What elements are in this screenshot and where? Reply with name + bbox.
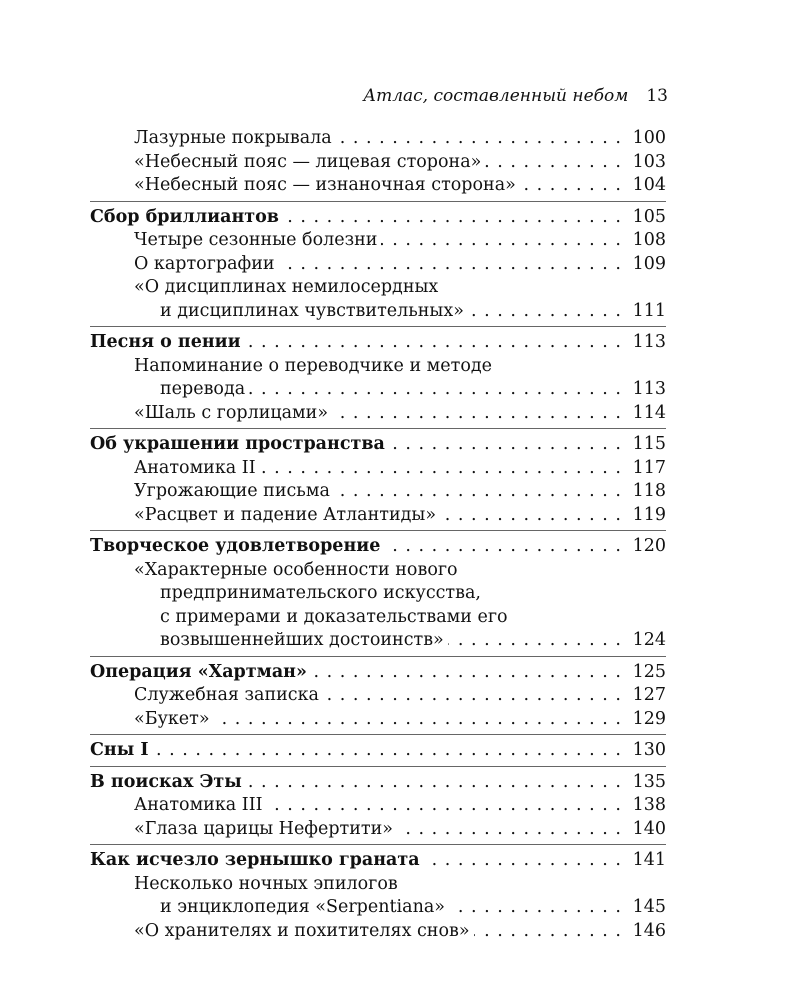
toc-chapter-page: 130 [632, 740, 666, 760]
toc-entry-title: Служебная записка [134, 685, 319, 705]
toc-entry-title: Напоминание о переводчике и методе [134, 355, 492, 376]
toc-entry-title: «Шаль с горлицами» [134, 402, 329, 423]
toc-entry-page: 117 [632, 457, 666, 478]
toc-entry-title: Анатомика III [134, 795, 263, 815]
toc-entry-line[interactable] [90, 378, 666, 402]
toc-chapter[interactable] [90, 331, 666, 355]
dot-leader [153, 739, 622, 763]
toc-entry[interactable] [90, 708, 666, 732]
dot-leader [334, 480, 622, 504]
toc-entry-title: «О дисциплинах немилосердных [134, 277, 439, 297]
toc-chapter-title: Сны I [90, 740, 149, 760]
toc-entry-line[interactable] [90, 276, 666, 300]
toc-entry[interactable] [90, 174, 666, 198]
toc-chapter-title: Об украшении пространства [90, 434, 385, 454]
toc-entry-line[interactable] [90, 582, 666, 606]
toc-entry-page: 129 [632, 708, 666, 729]
toc-entry-title: «О хранителях и похитителях снов» [134, 920, 470, 941]
toc-chapter-title: Песня о пении [90, 332, 241, 352]
toc-section [90, 326, 666, 425]
dot-leader [267, 794, 622, 818]
toc-entry-page: 146 [632, 920, 666, 941]
toc-entry-line[interactable] [90, 606, 666, 630]
dot-leader [381, 229, 622, 253]
toc-entry-page: 114 [632, 402, 666, 423]
toc-entry[interactable] [90, 402, 666, 426]
toc-entry[interactable] [90, 151, 666, 175]
dot-leader [449, 896, 622, 920]
toc-entry-page: 145 [632, 897, 666, 917]
toc-section [90, 530, 666, 653]
toc-entry-page: 111 [632, 300, 666, 321]
toc-chapter[interactable] [90, 206, 666, 230]
toc-entry-title: «Характерные особенности нового [134, 559, 458, 580]
toc-entry-page: 109 [632, 253, 666, 274]
toc-entry[interactable] [90, 457, 666, 481]
toc-entry-title: «Небесный пояс — изнаночная сторона» [134, 175, 516, 195]
toc-entry-title: «Небесный пояс — лицевая сторона» [134, 151, 482, 172]
toc-section [90, 201, 666, 324]
toc-entry-line[interactable] [90, 873, 666, 897]
toc-entry-title: предпринимательского искусства, [160, 583, 481, 603]
toc-chapter-page: 115 [632, 434, 666, 454]
toc-chapter-title: Как исчезло зернышко граната [90, 850, 420, 870]
toc-entry-page: 124 [632, 630, 666, 650]
toc-chapter[interactable] [90, 661, 666, 685]
page-number: 13 [646, 86, 668, 106]
toc-section [90, 734, 666, 763]
dot-leader [332, 402, 622, 426]
toc-entry-title: перевода [160, 379, 246, 399]
toc-chapter-page: 141 [632, 850, 666, 870]
dot-leader [336, 127, 622, 151]
toc-entry-page: 138 [632, 795, 666, 815]
toc-entry-page: 113 [632, 379, 666, 399]
dot-leader [485, 151, 622, 175]
toc-entry-page: 104 [632, 175, 666, 195]
dot-leader [260, 457, 622, 481]
dot-leader [520, 174, 622, 198]
toc-section [90, 844, 666, 943]
dot-leader [468, 300, 622, 324]
toc-entry[interactable] [90, 504, 666, 528]
running-head [90, 86, 668, 106]
toc-entry-page: 127 [632, 685, 666, 705]
toc-entry-line[interactable] [90, 896, 666, 920]
toc-chapter[interactable] [90, 849, 666, 873]
toc-entry[interactable] [90, 480, 666, 504]
toc-entry[interactable] [90, 127, 666, 151]
toc-entry-title: «Глаза царицы Нефертити» [134, 818, 393, 839]
toc-entry-line[interactable] [90, 355, 666, 379]
toc-chapter-page: 120 [632, 536, 666, 556]
dot-leader [214, 708, 622, 732]
toc-entry-line[interactable] [90, 629, 666, 653]
toc-section [90, 656, 666, 732]
toc-entry-line[interactable] [90, 300, 666, 324]
toc-section [90, 127, 666, 198]
toc-entry-title: и энциклопедия «Serpentiana» [160, 897, 445, 917]
toc-chapter-page: 113 [632, 332, 666, 352]
toc-entry-title: Лазурные покрывала [134, 128, 332, 148]
toc-chapter[interactable] [90, 535, 666, 559]
dot-leader [311, 661, 622, 685]
toc-entry-page: 108 [632, 230, 666, 250]
dot-leader [448, 629, 622, 653]
toc-entry-title: с примерами и доказательствами его [160, 606, 508, 627]
toc-entry-page: 118 [632, 481, 666, 501]
toc-entry-title: «Расцвет и падение Атлантиды» [134, 504, 437, 525]
toc-entry-title: и дисциплинах чувствительных» [160, 300, 464, 321]
toc-chapter[interactable] [90, 739, 666, 763]
toc-chapter-title: Творческое удовлетворение [90, 536, 381, 556]
toc-entry-page: 103 [632, 151, 666, 172]
toc-entry-line[interactable] [90, 559, 666, 583]
toc-entry-title: «Букет» [134, 708, 210, 729]
toc-entry[interactable] [90, 794, 666, 818]
toc-entry[interactable] [90, 920, 666, 944]
toc-entry-title: О картографии [134, 253, 275, 274]
toc-entry[interactable] [90, 684, 666, 708]
dot-leader [245, 331, 622, 355]
dot-leader [384, 535, 622, 559]
dot-leader [474, 920, 622, 944]
toc-entry-title: Анатомика II [134, 457, 256, 478]
toc-chapter-page: 125 [632, 661, 666, 682]
toc-chapter[interactable] [90, 771, 666, 795]
dot-leader [323, 684, 622, 708]
table-of-contents [90, 127, 666, 943]
dot-leader [246, 771, 622, 795]
dot-leader [424, 849, 622, 873]
toc-section [90, 766, 666, 842]
dot-leader [283, 206, 622, 230]
toc-chapter-title: Операция «Хартман» [90, 661, 307, 682]
toc-entry-title: Несколько ночных эпилогов [134, 873, 398, 894]
dot-leader [389, 433, 622, 457]
toc-entry-page: 100 [632, 128, 666, 148]
toc-entry[interactable] [90, 253, 666, 277]
toc-chapter-title: В поисках Эты [90, 771, 242, 792]
toc-entry[interactable] [90, 818, 666, 842]
toc-entry-title: возвышеннейших достоинств» [160, 630, 444, 650]
toc-entry[interactable] [90, 229, 666, 253]
dot-leader [397, 818, 622, 842]
toc-entry-title: Угрожающие письма [134, 481, 330, 501]
toc-chapter-page: 135 [632, 771, 666, 792]
toc-chapter[interactable] [90, 433, 666, 457]
dot-leader [440, 504, 622, 528]
toc-chapter-page: 105 [632, 206, 666, 227]
toc-entry-title: Четыре сезонные болезни [134, 230, 378, 250]
toc-chapter-title: Сбор бриллиантов [90, 206, 279, 227]
dot-leader [249, 378, 622, 402]
toc-entry-page: 119 [632, 504, 666, 525]
dot-leader [279, 253, 622, 277]
running-head-title: Атлас, составленный небом [363, 86, 629, 106]
toc-entry-page: 140 [632, 818, 666, 839]
toc-section [90, 428, 666, 527]
